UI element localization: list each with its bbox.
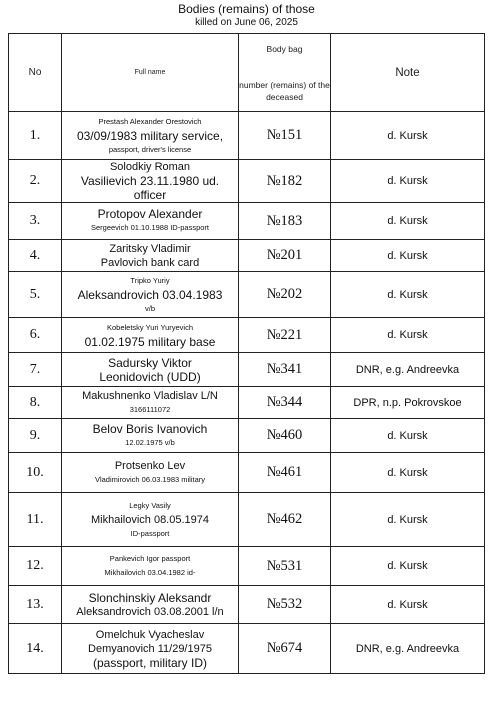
note-cell: d. Kursk: [331, 203, 485, 240]
full-name-cell: [62, 353, 239, 387]
full-name-line: Omelchuk Vyacheslav: [95, 628, 205, 641]
full-name-cell: [62, 272, 239, 318]
header-note: Note: [331, 34, 485, 112]
full-name-line: Demyanovich 11/29/1975: [88, 642, 212, 655]
full-name-line: Kobeletsky Yuri Yuryevich: [106, 323, 194, 332]
full-name-line: Legky Vasily: [129, 500, 171, 510]
full-name-line: officer: [133, 188, 167, 202]
full-name-line: Pankevich Igor passport: [109, 554, 191, 563]
full-name-cell: [62, 318, 239, 353]
body-bag-number: №344: [239, 387, 331, 419]
body-bag-number: №462: [239, 493, 331, 547]
full-name-line: passport, driver's license: [108, 144, 192, 154]
table-row: [9, 387, 485, 419]
full-name-cell: [62, 419, 239, 453]
table-row: [9, 160, 485, 203]
table-row: [9, 493, 485, 547]
full-name-cell: [62, 586, 239, 624]
body-bag-number: №460: [239, 419, 331, 453]
full-name-cell: [62, 453, 239, 493]
table-header-row: [9, 34, 485, 112]
body-bag-number: №201: [239, 240, 331, 272]
row-number: 5.: [9, 272, 62, 318]
header-body-bag: [239, 34, 331, 112]
bodies-table: [8, 33, 485, 674]
row-number: 1.: [9, 112, 62, 160]
table-row: [9, 453, 485, 493]
row-number: 2.: [9, 160, 62, 203]
full-name-line: Solodkiy Roman: [109, 161, 191, 173]
note-cell: d. Kursk: [331, 112, 485, 160]
full-name-line: Mikhailovich 08.05.1974: [90, 513, 210, 526]
table-row: [9, 353, 485, 387]
body-bag-number: №221: [239, 318, 331, 353]
full-name-line: Vasilievich 23.11.1980 ud.: [80, 174, 220, 188]
full-name-line: ID-passport: [130, 528, 170, 538]
note-cell: d. Kursk: [331, 547, 485, 586]
full-name-cell: [62, 203, 239, 240]
full-name-line: Prestash Alexander Orestovich: [98, 116, 202, 126]
full-name-line: 3166111072: [129, 404, 171, 414]
note-cell: d. Kursk: [331, 272, 485, 318]
header-no: No: [9, 34, 62, 112]
table-row: [9, 419, 485, 453]
body-bag-number: №341: [239, 353, 331, 387]
full-name-line: 01.02.1975 military base: [84, 335, 216, 349]
table-row: [9, 240, 485, 272]
full-name-line: Vladimirovich 06.03.1983 military: [94, 474, 206, 484]
full-name-cell: [62, 112, 239, 160]
full-name-cell: [62, 624, 239, 674]
body-bag-number: №202: [239, 272, 331, 318]
row-number: 9.: [9, 419, 62, 453]
row-number: 12.: [9, 547, 62, 586]
note-cell: d. Kursk: [331, 318, 485, 353]
full-name-line: Belov Boris Ivanovich: [92, 421, 208, 436]
full-name-line: Makushnenko Vladislav L/N: [82, 389, 218, 402]
row-number: 6.: [9, 318, 62, 353]
row-number: 8.: [9, 387, 62, 419]
document-title: Bodies (remains) of those: [178, 2, 315, 16]
note-cell: DPR, n.p. Pokrovskoe: [331, 387, 485, 419]
row-number: 7.: [9, 353, 62, 387]
full-name-line: Leonidovich (UDD): [99, 369, 201, 384]
row-number: 4.: [9, 240, 62, 272]
note-cell: d. Kursk: [331, 453, 485, 493]
document-subtitle: killed on June 06, 2025: [195, 17, 298, 28]
full-name-line: Protsenko Lev: [114, 459, 186, 472]
full-name-line: v/b: [144, 303, 155, 313]
full-name-cell: [62, 547, 239, 586]
row-number: 10.: [9, 453, 62, 493]
full-name-line: Tripko Yuriy: [130, 275, 170, 285]
row-number: 11.: [9, 493, 62, 547]
table-row: [9, 272, 485, 318]
body-bag-number: №461: [239, 453, 331, 493]
full-name-line: (passport, military ID): [92, 655, 208, 670]
full-name-line: Aleksandrovich 03.08.2001 l/n: [76, 605, 224, 618]
body-bag-number: №674: [239, 624, 331, 674]
row-number: 3.: [9, 203, 62, 240]
full-name-cell: [62, 240, 239, 272]
full-name-line: 12.02.1975 v/b: [125, 437, 175, 447]
full-name-line: Mikhailovich 03.04.1982 id-: [104, 568, 196, 577]
full-name-line: Aleksandrovich 03.04.1983: [77, 287, 223, 302]
table-row: [9, 547, 485, 586]
full-name-line: 03/09/1983 military service,: [76, 128, 224, 143]
table-row: [9, 112, 485, 160]
full-name-line: Slonchinskiy Aleksandr: [88, 590, 212, 605]
note-cell: DNR, e.g. Andreevka: [331, 624, 485, 674]
body-bag-number: №531: [239, 547, 331, 586]
full-name-cell: [62, 493, 239, 547]
full-name-cell: [62, 160, 239, 203]
full-name-line: Sadursky Viktor: [108, 355, 192, 370]
full-name-line: Pavlovich bank card: [100, 256, 200, 269]
header-body-bag-top: Body bag: [266, 43, 303, 54]
row-number: 13.: [9, 586, 62, 624]
note-cell: d. Kursk: [331, 240, 485, 272]
note-cell: d. Kursk: [331, 160, 485, 203]
full-name-line: Protopov Alexander: [97, 207, 203, 221]
full-name-line: Sergeevich 01.10.1988 ID-passport: [91, 223, 209, 232]
note-cell: d. Kursk: [331, 493, 485, 547]
row-number: 14.: [9, 624, 62, 674]
header-full-name: Full name: [62, 34, 239, 112]
body-bag-number: №182: [239, 160, 331, 203]
note-cell: DNR, e.g. Andreevka: [331, 353, 485, 387]
body-bag-number: №183: [239, 203, 331, 240]
note-cell: d. Kursk: [331, 586, 485, 624]
full-name-cell: [62, 387, 239, 419]
body-bag-number: №532: [239, 586, 331, 624]
table-row: [9, 318, 485, 353]
full-name-line: Zaritsky Vladimir: [109, 242, 191, 255]
table-row: [9, 624, 485, 674]
header-body-bag-bottom: number (remains) of the deceased: [239, 79, 330, 102]
table-row: [9, 586, 485, 624]
table-row: [9, 203, 485, 240]
note-cell: d. Kursk: [331, 419, 485, 453]
body-bag-number: №151: [239, 112, 331, 160]
